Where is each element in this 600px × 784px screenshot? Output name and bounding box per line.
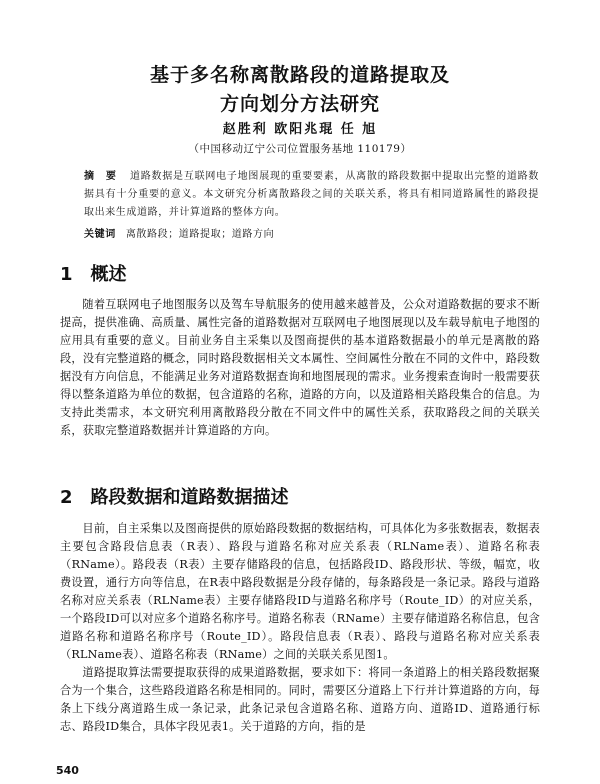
section-1-paragraph: 随着互联网电子地图服务以及驾车导航服务的使用越来越普及，公众对道路数据的要求不断提高，提供准确、高质量、属性完备的道路数据对互联网电子地图展现以及车载导航电子地图的应用具有重要的意义。目前业务自主采集以及图商提供的基本道路数据最小的单元是离散的路段，没有完整道路的概念，同时路段数据相关文本属性、空间属性分散在不同的文件中，路段数据没有方向信息，不能满足业务对道路数据查询和地图展现的需求。业务搜索查询时一般需要获得以整条道路为单位的数据，包含道路的名称，道路的方向，以及道路相关路段集合的信息。为支持此类需求，本文研究利用离散路段分散在不同文件中的属性关系，获取路段之间的关联关系，获取完整道路数据并计算道路的方向。 (60, 298, 540, 437)
section-1-body (60, 296, 540, 440)
section-1-title: 概述 (90, 264, 127, 285)
keywords (84, 227, 539, 243)
keywords-text: 离散路段；道路提取；道路方向 (125, 229, 275, 240)
section-2-paragraph-2: 道路提取算法需要提取获得的成果道路数据，要求如下：将同一条道路上的相关路段数据聚合为一个集合，这些路段道路名称是相同的。同时，需要区分道路上下行并计算道路的方向，每条上下线分离道路生成一条记录，此条记录包含道路名称、道路方向、道路ID、道路通行标志、路段ID集合，具体字段见表1。关于道路的方向，指的是 (60, 666, 540, 733)
section-2-title: 路段数据和道路数据描述 (90, 487, 289, 508)
section-2-paragraph-1: 目前，自主采集以及图商提供的原始路段数据的数据结构，可具体化为多张数据表，数据表主要包含路段信息表（R表）、路段与道路名称对应关系表（RLName表）、道路名称表（RName）。路段表（R表）主要存储路段的信息，包括路段ID、路段形状、等级，幅宽，收费设置，通行方向等信息，在R表中路段数据是分段存储的，每条路段是一条记录。路段与道路名称对应关系表（RLName表）主要存储路段ID与道路名称序号（Route_ID）的对应关系，一个路段ID可以对应多个道路名称序号。道路名称表（RName）主要存储道路名称信息，包含道路名称和道路名称序号（Route_ID）。路段信息表（R表）、路段与道路名称对应关系表（RLName表）、道路名称表（RName）之间的关联关系见图1。 (60, 522, 540, 661)
abstract-label: 摘 要 (84, 171, 120, 182)
section-2-number: 2 (60, 487, 73, 508)
page-number: 540 (56, 764, 79, 777)
section-1-number: 1 (60, 264, 73, 285)
paper-title-line-1: 基于多名称离散路段的道路提取及 (149, 64, 450, 86)
affiliation: （中国移动辽宁公司位置服务基地 110179） (188, 143, 412, 155)
section-2-heading (60, 483, 289, 509)
paper-title-line-2: 方向划分方法研究 (219, 93, 380, 115)
section-1-heading (60, 260, 127, 286)
authors: 赵胜利 欧阳兆琨 任 旭 (222, 122, 378, 137)
keywords-label: 关键词 (84, 229, 116, 240)
abstract-text: 道路数据是互联网电子地图展现的重要要素，从离散的路段数据中提取出完整的道路数据具有十分重要的意义。本文研究分析离散路段之间的关联关系，将具有相同道路属性的路段提取出来生成道路，并计算道路的整体方向。 (84, 171, 539, 218)
abstract (84, 168, 539, 222)
section-2-body (60, 520, 540, 736)
